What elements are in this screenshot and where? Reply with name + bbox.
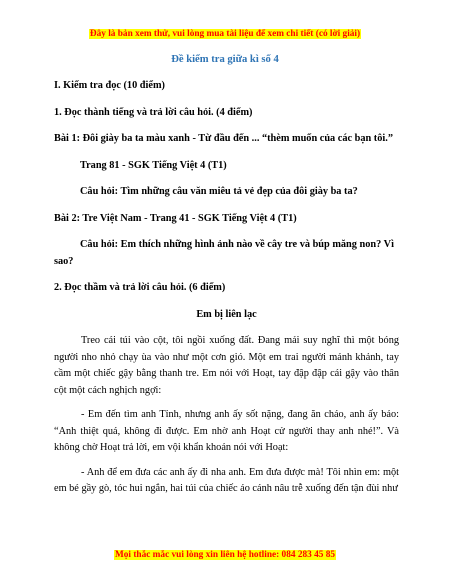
page-title: Đề kiểm tra giữa kì số 4 bbox=[171, 54, 279, 65]
section-heading: I. Kiểm tra đọc (10 điểm) bbox=[54, 80, 165, 91]
story-paragraph: Treo cái túi vào cột, tôi ngồi xuống đất. Đang mải suy nghĩ thì một bóng người nho nhỏ chạy ùa vào như một cơn gió. Một em trai người mảnh khảnh, tay cầm một chiếc gậy bằng thanh tre. Em nói với Hoạt, tay đập đập cái gậy vào thân cột một cách nghịch ngợi: bbox=[54, 335, 399, 396]
preview-notice-banner bbox=[0, 28, 450, 40]
story-paragraph: - Em đến tìm anh Tỉnh, nhưng anh ấy sốt nặng, đang ăn cháo, anh ấy bảo: “Anh thiệt quá, không đi được. Em nhờ anh Hoạt cử người thay anh nhé!”. Và không chờ Hoạt trả lời, em vội khẩn khoản nói với Hoạt: bbox=[54, 409, 399, 453]
lesson-1-question: Câu hỏi: Tìm những câu văn miêu tả vẻ đẹp của đôi giày ba ta? bbox=[80, 186, 358, 197]
document-body bbox=[54, 78, 399, 502]
story-title: Em bị liên lạc bbox=[196, 308, 257, 320]
lesson-1: Bài 1: Đôi giày ba ta màu xanh - Từ đầu đến ... “thèm muốn của các bạn tôi.” bbox=[54, 133, 393, 144]
hotline-text: Mọi thắc mắc vui lòng xin liên hệ hotline: 084 283 45 85 bbox=[114, 550, 336, 560]
lesson-1-reference: Trang 81 - SGK Tiếng Việt 4 (T1) bbox=[80, 159, 227, 171]
part-heading-2: 2. Đọc thầm và trả lời câu hỏi. (6 điểm) bbox=[54, 282, 226, 293]
preview-notice-text: Đây là bản xem thử, vui lòng mua tài liệu để xem chi tiết (có lời giải) bbox=[89, 29, 361, 39]
lesson-2: Bài 2: Tre Việt Nam - Trang 41 - SGK Tiếng Việt 4 (T1) bbox=[54, 212, 297, 224]
hotline-banner bbox=[0, 549, 450, 561]
lesson-2-question: Câu hỏi: Em thích những hình ảnh nào về cây tre và búp măng non? Vì sao? bbox=[54, 239, 394, 267]
part-heading: 1. Đọc thành tiếng và trả lời câu hỏi. (4 điểm) bbox=[54, 106, 253, 118]
story-paragraph: - Anh để em đưa các anh ấy đi nha anh. Em đưa được mà! Tôi nhìn em: một em bé gầy gò, tóc hui ngắn, hai túi của chiếc áo cánh nâu trễ xuống đến tận đùi như bbox=[54, 466, 399, 494]
